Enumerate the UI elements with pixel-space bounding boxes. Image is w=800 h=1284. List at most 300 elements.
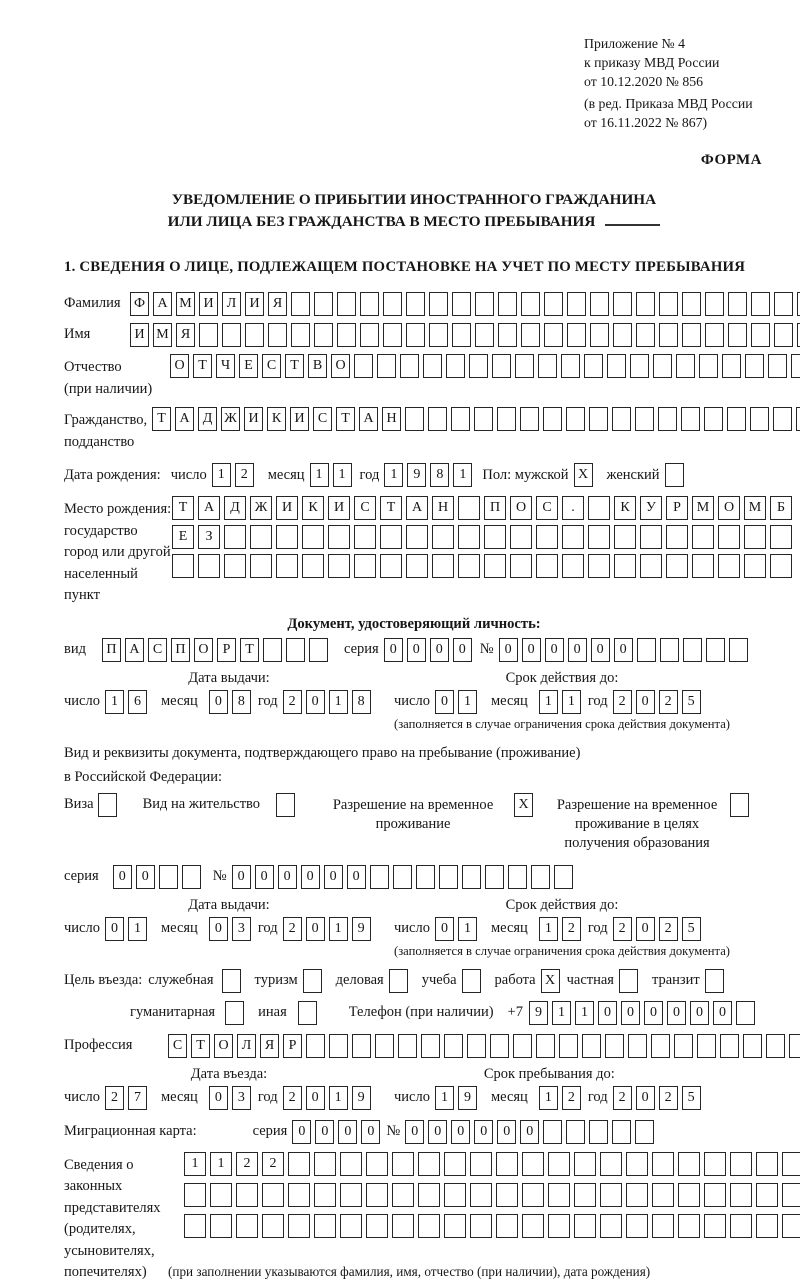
char-cell[interactable]: 0 (435, 690, 454, 714)
char-cell[interactable] (682, 323, 701, 347)
char-cell[interactable] (392, 1214, 414, 1238)
char-cell[interactable]: Р (666, 496, 688, 520)
char-cell[interactable] (245, 323, 264, 347)
char-cell[interactable] (522, 1152, 544, 1176)
char-cell[interactable] (360, 323, 379, 347)
char-cell[interactable]: А (406, 496, 428, 520)
char-cell[interactable]: Т (240, 638, 259, 662)
char-cell[interactable] (337, 292, 356, 316)
char-cell[interactable]: 0 (522, 638, 541, 662)
char-cell[interactable] (469, 354, 488, 378)
char-cell[interactable] (567, 292, 586, 316)
char-cell[interactable] (263, 638, 282, 662)
char-cell[interactable]: П (102, 638, 121, 662)
char-cell[interactable]: И (244, 407, 263, 431)
char-cell[interactable]: О (718, 496, 740, 520)
char-cell[interactable]: 0 (306, 690, 325, 714)
char-cell[interactable]: 0 (713, 1001, 732, 1025)
char-cell[interactable]: 1 (333, 463, 352, 487)
char-cell[interactable] (262, 1214, 284, 1238)
char-cell[interactable] (683, 638, 702, 662)
char-cell[interactable]: Р (283, 1034, 302, 1058)
char-cell[interactable] (613, 292, 632, 316)
char-cell[interactable]: 0 (591, 638, 610, 662)
char-cell[interactable] (498, 292, 517, 316)
char-cell[interactable]: О (170, 354, 189, 378)
char-cell[interactable] (782, 1214, 800, 1238)
char-cell[interactable]: 8 (232, 690, 251, 714)
char-cell[interactable] (377, 354, 396, 378)
char-cell[interactable]: 9 (458, 1086, 477, 1110)
char-cell[interactable] (728, 292, 747, 316)
char-cell[interactable]: В (308, 354, 327, 378)
char-cell[interactable] (329, 1034, 348, 1058)
char-cell[interactable]: Н (382, 407, 401, 431)
char-cell[interactable] (692, 554, 714, 578)
char-cell[interactable] (562, 525, 584, 549)
char-cell[interactable]: 1 (458, 917, 477, 941)
char-cell[interactable] (612, 1120, 631, 1144)
char-cell[interactable] (467, 1034, 486, 1058)
char-cell[interactable]: 0 (105, 917, 124, 941)
char-cell[interactable] (470, 1152, 492, 1176)
char-cell[interactable]: 0 (209, 917, 228, 941)
char-cell[interactable] (704, 1152, 726, 1176)
char-cell[interactable]: А (153, 292, 172, 316)
char-cell[interactable] (796, 407, 800, 431)
char-cell[interactable] (462, 865, 481, 889)
checkbox-cell[interactable] (462, 969, 481, 993)
char-cell[interactable] (366, 1183, 388, 1207)
char-cell[interactable] (736, 1001, 755, 1025)
char-cell[interactable] (354, 525, 376, 549)
char-cell[interactable] (588, 496, 610, 520)
char-cell[interactable] (291, 292, 310, 316)
char-cell[interactable]: 1 (453, 463, 472, 487)
char-cell[interactable]: А (359, 407, 378, 431)
char-cell[interactable] (751, 292, 770, 316)
char-cell[interactable] (276, 525, 298, 549)
char-cell[interactable]: Ф (130, 292, 149, 316)
checkbox-cell[interactable] (389, 969, 408, 993)
char-cell[interactable] (536, 554, 558, 578)
char-cell[interactable] (607, 354, 626, 378)
checkbox-cell[interactable]: X (574, 463, 593, 487)
char-cell[interactable] (636, 323, 655, 347)
char-cell[interactable]: 0 (209, 690, 228, 714)
char-cell[interactable]: Т (336, 407, 355, 431)
char-cell[interactable]: 1 (128, 917, 147, 941)
char-cell[interactable]: 0 (255, 865, 274, 889)
char-cell[interactable] (718, 525, 740, 549)
char-cell[interactable] (418, 1214, 440, 1238)
char-cell[interactable] (678, 1152, 700, 1176)
char-cell[interactable] (630, 354, 649, 378)
char-cell[interactable] (288, 1214, 310, 1238)
char-cell[interactable] (548, 1183, 570, 1207)
char-cell[interactable] (626, 1214, 648, 1238)
char-cell[interactable]: 0 (338, 1120, 357, 1144)
char-cell[interactable]: Т (191, 1034, 210, 1058)
char-cell[interactable] (432, 554, 454, 578)
char-cell[interactable] (428, 407, 447, 431)
char-cell[interactable] (676, 354, 695, 378)
char-cell[interactable] (590, 292, 609, 316)
char-cell[interactable] (458, 525, 480, 549)
char-cell[interactable] (756, 1152, 778, 1176)
char-cell[interactable] (729, 638, 748, 662)
checkbox-cell[interactable] (225, 1001, 244, 1025)
char-cell[interactable] (704, 1183, 726, 1207)
char-cell[interactable]: М (176, 292, 195, 316)
char-cell[interactable]: 1 (539, 690, 558, 714)
char-cell[interactable] (392, 1152, 414, 1176)
char-cell[interactable] (658, 407, 677, 431)
checkbox-cell[interactable] (705, 969, 724, 993)
char-cell[interactable] (172, 554, 194, 578)
char-cell[interactable] (515, 354, 534, 378)
char-cell[interactable] (314, 1152, 336, 1176)
char-cell[interactable]: 2 (659, 917, 678, 941)
char-cell[interactable] (666, 525, 688, 549)
char-cell[interactable] (704, 1214, 726, 1238)
checkbox-cell[interactable] (730, 793, 749, 817)
char-cell[interactable] (444, 1183, 466, 1207)
checkbox-cell[interactable]: X (514, 793, 533, 817)
char-cell[interactable]: 0 (644, 1001, 663, 1025)
char-cell[interactable] (791, 354, 800, 378)
char-cell[interactable]: 1 (562, 690, 581, 714)
char-cell[interactable]: 8 (430, 463, 449, 487)
char-cell[interactable]: Е (172, 525, 194, 549)
char-cell[interactable]: К (267, 407, 286, 431)
char-cell[interactable] (782, 1183, 800, 1207)
char-cell[interactable]: 0 (568, 638, 587, 662)
char-cell[interactable]: Н (432, 496, 454, 520)
char-cell[interactable] (544, 292, 563, 316)
char-cell[interactable] (485, 865, 504, 889)
char-cell[interactable] (567, 323, 586, 347)
char-cell[interactable] (496, 1183, 518, 1207)
char-cell[interactable] (429, 323, 448, 347)
char-cell[interactable] (360, 292, 379, 316)
char-cell[interactable] (543, 407, 562, 431)
char-cell[interactable]: 0 (520, 1120, 539, 1144)
char-cell[interactable]: 2 (613, 1086, 632, 1110)
char-cell[interactable]: О (194, 638, 213, 662)
char-cell[interactable] (423, 354, 442, 378)
char-cell[interactable]: П (171, 638, 190, 662)
char-cell[interactable]: З (198, 525, 220, 549)
char-cell[interactable] (508, 865, 527, 889)
char-cell[interactable]: 0 (474, 1120, 493, 1144)
char-cell[interactable] (651, 1034, 670, 1058)
char-cell[interactable]: 0 (278, 865, 297, 889)
char-cell[interactable]: 0 (407, 638, 426, 662)
char-cell[interactable] (444, 1152, 466, 1176)
char-cell[interactable] (383, 292, 402, 316)
char-cell[interactable] (635, 1120, 654, 1144)
char-cell[interactable] (224, 525, 246, 549)
char-cell[interactable]: 0 (667, 1001, 686, 1025)
char-cell[interactable] (354, 554, 376, 578)
char-cell[interactable] (548, 1214, 570, 1238)
char-cell[interactable] (766, 1034, 785, 1058)
char-cell[interactable]: 0 (497, 1120, 516, 1144)
char-cell[interactable]: 5 (682, 1086, 701, 1110)
char-cell[interactable] (589, 1120, 608, 1144)
char-cell[interactable] (588, 525, 610, 549)
char-cell[interactable] (652, 1152, 674, 1176)
char-cell[interactable] (626, 1152, 648, 1176)
char-cell[interactable] (406, 554, 428, 578)
char-cell[interactable] (574, 1214, 596, 1238)
char-cell[interactable] (652, 1183, 674, 1207)
char-cell[interactable] (314, 1183, 336, 1207)
char-cell[interactable]: 2 (236, 1152, 258, 1176)
char-cell[interactable]: 2 (562, 1086, 581, 1110)
char-cell[interactable]: 1 (384, 463, 403, 487)
char-cell[interactable] (660, 638, 679, 662)
char-cell[interactable] (340, 1152, 362, 1176)
checkbox-cell[interactable] (665, 463, 684, 487)
checkbox-cell[interactable] (298, 1001, 317, 1025)
char-cell[interactable] (770, 554, 792, 578)
char-cell[interactable]: И (245, 292, 264, 316)
char-cell[interactable] (751, 323, 770, 347)
char-cell[interactable] (418, 1152, 440, 1176)
char-cell[interactable] (262, 1183, 284, 1207)
char-cell[interactable] (470, 1183, 492, 1207)
char-cell[interactable] (286, 638, 305, 662)
char-cell[interactable]: 0 (292, 1120, 311, 1144)
char-cell[interactable]: М (692, 496, 714, 520)
char-cell[interactable] (699, 354, 718, 378)
char-cell[interactable] (636, 292, 655, 316)
char-cell[interactable]: 0 (614, 638, 633, 662)
char-cell[interactable] (770, 525, 792, 549)
char-cell[interactable] (328, 525, 350, 549)
char-cell[interactable] (340, 1214, 362, 1238)
char-cell[interactable] (236, 1214, 258, 1238)
char-cell[interactable]: А (125, 638, 144, 662)
char-cell[interactable] (600, 1183, 622, 1207)
char-cell[interactable] (490, 1034, 509, 1058)
char-cell[interactable] (250, 554, 272, 578)
char-cell[interactable]: Р (217, 638, 236, 662)
char-cell[interactable] (605, 1034, 624, 1058)
char-cell[interactable]: 2 (659, 1086, 678, 1110)
char-cell[interactable]: 0 (636, 690, 655, 714)
char-cell[interactable] (354, 354, 373, 378)
char-cell[interactable]: И (290, 407, 309, 431)
char-cell[interactable] (159, 865, 178, 889)
char-cell[interactable]: 0 (347, 865, 366, 889)
char-cell[interactable] (439, 865, 458, 889)
char-cell[interactable] (750, 407, 769, 431)
char-cell[interactable] (681, 407, 700, 431)
char-cell[interactable] (718, 554, 740, 578)
char-cell[interactable] (328, 554, 350, 578)
char-cell[interactable] (744, 554, 766, 578)
char-cell[interactable]: К (302, 496, 324, 520)
checkbox-cell[interactable]: X (541, 969, 560, 993)
checkbox-cell[interactable] (619, 969, 638, 993)
char-cell[interactable]: Я (260, 1034, 279, 1058)
char-cell[interactable] (536, 1034, 555, 1058)
char-cell[interactable] (722, 354, 741, 378)
char-cell[interactable] (536, 525, 558, 549)
char-cell[interactable] (561, 354, 580, 378)
char-cell[interactable] (496, 1214, 518, 1238)
char-cell[interactable]: 0 (499, 638, 518, 662)
char-cell[interactable] (582, 1034, 601, 1058)
char-cell[interactable] (789, 1034, 800, 1058)
char-cell[interactable]: Д (224, 496, 246, 520)
char-cell[interactable] (337, 323, 356, 347)
char-cell[interactable]: И (328, 496, 350, 520)
char-cell[interactable] (406, 292, 425, 316)
checkbox-cell[interactable] (222, 969, 241, 993)
char-cell[interactable]: 3 (232, 1086, 251, 1110)
char-cell[interactable] (559, 1034, 578, 1058)
char-cell[interactable]: Ч (216, 354, 235, 378)
char-cell[interactable]: 0 (451, 1120, 470, 1144)
char-cell[interactable] (531, 865, 550, 889)
char-cell[interactable]: 0 (113, 865, 132, 889)
char-cell[interactable]: 1 (329, 1086, 348, 1110)
char-cell[interactable] (492, 354, 511, 378)
char-cell[interactable] (588, 554, 610, 578)
char-cell[interactable] (743, 1034, 762, 1058)
char-cell[interactable] (612, 407, 631, 431)
char-cell[interactable] (444, 1034, 463, 1058)
char-cell[interactable] (584, 354, 603, 378)
char-cell[interactable] (288, 1183, 310, 1207)
char-cell[interactable]: 1 (329, 690, 348, 714)
char-cell[interactable] (574, 1183, 596, 1207)
char-cell[interactable] (444, 1214, 466, 1238)
char-cell[interactable] (730, 1152, 752, 1176)
char-cell[interactable]: Т (285, 354, 304, 378)
char-cell[interactable]: 0 (306, 1086, 325, 1110)
char-cell[interactable] (421, 1034, 440, 1058)
char-cell[interactable] (236, 1183, 258, 1207)
char-cell[interactable]: 0 (232, 865, 251, 889)
char-cell[interactable]: С (262, 354, 281, 378)
char-cell[interactable]: Т (193, 354, 212, 378)
char-cell[interactable] (720, 1034, 739, 1058)
char-cell[interactable]: Л (237, 1034, 256, 1058)
char-cell[interactable] (405, 407, 424, 431)
char-cell[interactable] (574, 1152, 596, 1176)
char-cell[interactable] (475, 323, 494, 347)
char-cell[interactable]: Т (152, 407, 171, 431)
char-cell[interactable] (198, 554, 220, 578)
char-cell[interactable]: Ж (221, 407, 240, 431)
char-cell[interactable] (692, 525, 714, 549)
char-cell[interactable] (276, 554, 298, 578)
char-cell[interactable] (768, 354, 787, 378)
char-cell[interactable] (756, 1183, 778, 1207)
char-cell[interactable]: 9 (352, 917, 371, 941)
char-cell[interactable]: С (354, 496, 376, 520)
char-cell[interactable]: 1 (435, 1086, 454, 1110)
char-cell[interactable] (352, 1034, 371, 1058)
char-cell[interactable]: 5 (682, 917, 701, 941)
char-cell[interactable] (458, 554, 480, 578)
char-cell[interactable]: Е (239, 354, 258, 378)
char-cell[interactable] (705, 323, 724, 347)
char-cell[interactable]: 9 (352, 1086, 371, 1110)
char-cell[interactable] (674, 1034, 693, 1058)
char-cell[interactable] (544, 323, 563, 347)
char-cell[interactable]: 2 (613, 690, 632, 714)
char-cell[interactable]: Б (770, 496, 792, 520)
char-cell[interactable]: Т (172, 496, 194, 520)
char-cell[interactable] (314, 323, 333, 347)
char-cell[interactable] (380, 525, 402, 549)
char-cell[interactable] (406, 525, 428, 549)
char-cell[interactable] (393, 865, 412, 889)
char-cell[interactable] (458, 496, 480, 520)
char-cell[interactable]: С (313, 407, 332, 431)
char-cell[interactable] (314, 292, 333, 316)
char-cell[interactable]: У (640, 496, 662, 520)
char-cell[interactable] (375, 1034, 394, 1058)
char-cell[interactable]: С (168, 1034, 187, 1058)
char-cell[interactable] (522, 1214, 544, 1238)
char-cell[interactable]: С (536, 496, 558, 520)
char-cell[interactable]: 5 (682, 690, 701, 714)
char-cell[interactable]: 1 (329, 917, 348, 941)
char-cell[interactable]: 1 (539, 1086, 558, 1110)
char-cell[interactable] (635, 407, 654, 431)
char-cell[interactable] (521, 323, 540, 347)
char-cell[interactable] (210, 1214, 232, 1238)
char-cell[interactable] (398, 1034, 417, 1058)
char-cell[interactable] (288, 1152, 310, 1176)
char-cell[interactable]: 1 (184, 1152, 206, 1176)
char-cell[interactable] (554, 865, 573, 889)
char-cell[interactable] (510, 525, 532, 549)
char-cell[interactable] (302, 525, 324, 549)
char-cell[interactable]: 0 (306, 917, 325, 941)
char-cell[interactable] (628, 1034, 647, 1058)
char-cell[interactable] (614, 525, 636, 549)
char-cell[interactable] (451, 407, 470, 431)
char-cell[interactable] (446, 354, 465, 378)
char-cell[interactable]: О (214, 1034, 233, 1058)
char-cell[interactable]: М (153, 323, 172, 347)
char-cell[interactable] (452, 323, 471, 347)
char-cell[interactable]: 0 (636, 917, 655, 941)
char-cell[interactable] (548, 1152, 570, 1176)
char-cell[interactable]: 9 (529, 1001, 548, 1025)
char-cell[interactable] (744, 525, 766, 549)
char-cell[interactable] (678, 1183, 700, 1207)
char-cell[interactable] (513, 1034, 532, 1058)
char-cell[interactable] (496, 1152, 518, 1176)
char-cell[interactable]: 1 (575, 1001, 594, 1025)
char-cell[interactable] (497, 407, 516, 431)
char-cell[interactable]: 0 (636, 1086, 655, 1110)
char-cell[interactable] (538, 354, 557, 378)
char-cell[interactable]: П (484, 496, 506, 520)
char-cell[interactable] (392, 1183, 414, 1207)
char-cell[interactable] (782, 1152, 800, 1176)
char-cell[interactable] (306, 1034, 325, 1058)
